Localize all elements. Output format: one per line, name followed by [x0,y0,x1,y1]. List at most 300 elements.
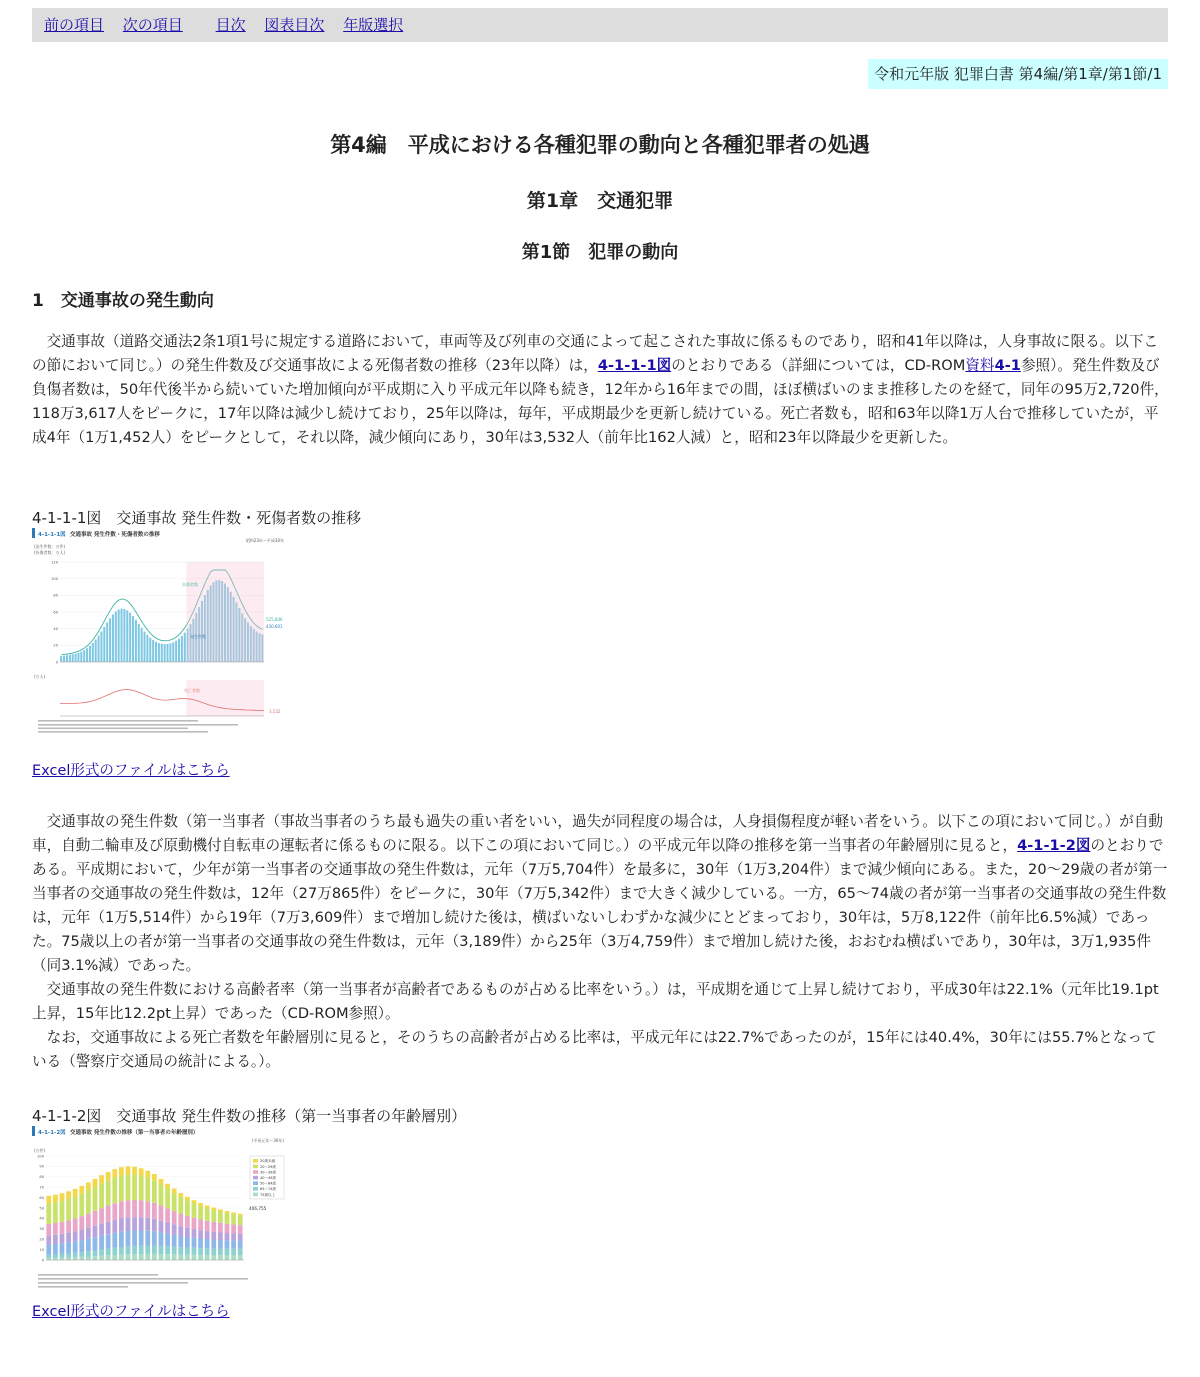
figure-2-bar-segment [73,1189,78,1197]
figure-1-bar [109,618,111,662]
figure-2-bar-segment [86,1239,91,1252]
figure-2-bar-segment [152,1203,157,1219]
figure-2-bar-segment [139,1230,144,1245]
figure-2-bar-segment [132,1217,137,1230]
figure-2-bar-segment [46,1236,51,1245]
figure-1-bar [100,631,102,662]
figure-2-plot [37,1154,244,1262]
figure-1-header-mark [32,528,35,538]
figure-1-bar [164,644,166,662]
figure-2-bar-segment [132,1167,137,1175]
figure-2-bar-segment [53,1202,58,1223]
figure-2-bar-segment [119,1219,124,1232]
figure-2-bar-segment [99,1236,104,1250]
figure-2-bar-segment [106,1206,111,1222]
figure-2-bar-segment [185,1216,190,1228]
figure-1-y-tick: 20 [53,643,58,648]
figure-2-bar-segment [145,1171,150,1178]
figure-2-bar-segment [172,1189,177,1194]
figure-2-title: 4-1-1-2図 交通事故 発生件数の推移（第一当事者の年齢層別） [32,1107,467,1125]
figure-2-bar-segment [46,1255,51,1258]
figure-2-bar-segment [198,1203,203,1206]
figure-4-1-1-1-link[interactable]: 4-1-1-1図 [597,357,672,374]
figure-1-bar [115,611,117,662]
figure-2-excel-link[interactable]: Excel形式のファイルはこちら [32,1304,230,1320]
figure-2-bar-segment [165,1189,170,1208]
figure-1-bar [75,654,77,662]
figure-2-bar-segment [225,1233,230,1240]
figure-2-bar-segment [112,1203,117,1220]
figure-2-bar-segment [99,1208,104,1224]
figure-2-bar-segment [225,1240,230,1248]
figure-1-bar [89,646,91,662]
figure-2-bar-segment [53,1235,58,1244]
figure-2-bar-segment [106,1172,111,1180]
figure-1-series-deaths: 死亡者数 [184,688,200,693]
figure-2-y-tick: 20 [39,1237,44,1242]
figure-2-bar-segment [79,1252,84,1257]
figure-2-y-tick: 10 [39,1247,44,1252]
figure-2-bar-segment [60,1222,65,1234]
figure-2-y-tick: 50 [39,1206,44,1211]
figure-1-period: 昭和23年〜平成30年 [245,538,284,543]
section-title: 第1節 犯罪の動向 [521,242,679,263]
figure-2-bar-segment [178,1197,183,1214]
figure-2-bar-segment [185,1237,190,1248]
figure-1-value-cases: 430,601 [266,624,283,629]
figure-1-bar [169,643,171,662]
figure-1-excel-link[interactable]: Excel形式のファイルはこちら [32,763,230,779]
figure-2-bar-segment [86,1214,91,1228]
figure-2-bar-segment [218,1232,223,1239]
figure-1-bar [63,656,65,662]
figure-2-bar-segment [46,1196,51,1204]
figure-2-bar-segment [119,1175,124,1201]
figure-2-bar-segment [93,1237,98,1250]
figure-2-bar-segment [126,1246,131,1254]
figure-2-unit: (万件) [34,1148,46,1153]
figure-2-bar-segment [86,1257,91,1260]
figure-2-y-tick: 90 [39,1164,44,1169]
figure-2-bar-segment [73,1197,78,1219]
figure-2-bar-segment [60,1258,65,1260]
figure-2-y-tick: 40 [39,1216,44,1221]
figure-2-bar-segment [99,1256,104,1260]
figure-2-legend-label: 20〜29歳 [260,1164,276,1169]
figure-2-bar-segment [79,1230,84,1240]
figure-2-bar-segment [126,1231,131,1246]
subsection-title: 1 交通事故の発生動向 [32,291,214,311]
figure-1-bar [95,640,97,662]
figure-2-bar-segment [66,1220,71,1232]
figure-2-bar-segment [132,1246,137,1254]
figure-toc-link[interactable]: 図表目次 [264,16,325,34]
figure-2-bar-segment [106,1255,111,1260]
figure-2-bar-segment [139,1217,144,1230]
figure-2-bar-segment [60,1254,65,1258]
figure-2-bar-segment [218,1240,223,1249]
paragraph-1-text-b: のとおりである（詳細については，CD-ROM [671,357,966,374]
figure-2-bar-segment [112,1177,117,1203]
figure-2-bar-segment [198,1219,203,1230]
paragraph-4: なお，交通事故による死亡者数を年齢層別に見ると，そのうちの高齢者が占める比率は，平成元年には22.7%であったのが，15年には40.4%，30年には55.7%となっている（警察庁交通局の統計による。）。 [32,1029,1157,1070]
figure-1-bar [167,644,169,662]
figure-2-bar-segment [79,1257,84,1260]
figure-2-bar-segment [152,1231,157,1245]
figure-2-bar-segment [93,1179,98,1187]
figure-2-bar-segment [119,1201,124,1218]
figure-1-y-tick: 0 [55,660,58,665]
figure-2-header-mark [32,1126,35,1136]
figure-2-y-tick: 60 [39,1195,44,1200]
figure-2-bar-segment [86,1190,91,1213]
paragraph-1-text-c: 参照）。発生件数及び負傷者数は，50年代後半から続いていた増加傾向が平成期に入り平成元年以降も続き，12年から16年までの間，ほぼ横ばいのまま推移したのを経て，同年の95万2,720件，118万3,617人をピークに，17年以降は減少し続けており，25年以降は，毎年，平成期最少を更新し続けている。死亡者数も，昭和63年以降1万人台で推移していたが，平成4年（1万1,452人）をピークとして，それ以降，減少傾向にあり，30年は3,532人（前年比162人減）と，昭和23年以降最少を更新した。 [32,357,1169,446]
figure-1-unit-cases: (発生件数：万件) [34,544,66,549]
figure-2-bar-segment [106,1222,111,1235]
figure-2-bar-segment [185,1197,190,1201]
appendix-4-1-link[interactable]: 4-1 [994,357,1021,374]
figure-2-bar-segment [106,1180,111,1205]
figure-2-bar-segment [159,1179,164,1185]
figure-2-bar-segment [53,1258,58,1260]
figure-2-y-tick: 80 [39,1175,44,1180]
figure-2-bar-segment [93,1250,98,1256]
figure-2-bar-segment [152,1246,157,1254]
figure-2-bar-segment [139,1254,144,1260]
edition-select-link[interactable]: 年版選択 [343,16,404,34]
figure-2-y-tick: 0 [41,1258,44,1263]
figure-2-legend [250,1156,284,1199]
figure-2-bar-segment [106,1249,111,1256]
figure-1-bar [66,655,68,662]
figure-2-legend-label: 65〜74歳 [260,1187,276,1192]
figure-2-bar-segment [238,1234,243,1241]
figure-1-bar [138,624,140,662]
figure-1-value-injured: 525,846 [266,617,283,622]
figure-1-image[interactable] [32,528,287,736]
figure-2-bar-segment [192,1229,197,1238]
figure-2-bar-segment [66,1253,71,1257]
paragraph-1 [32,330,1170,450]
top-navigation [32,8,1168,42]
figure-2-bar-segment [60,1243,65,1254]
figure-2-bar-segment [178,1193,183,1197]
figure-2-bar-segment [145,1231,150,1246]
figure-2-bar-segment [198,1230,203,1238]
figure-2-bar-segment [46,1203,51,1224]
figure-2-bar-segment [73,1253,78,1257]
figure-2-bar-segment [231,1249,236,1255]
figure-2-bar-segment [73,1231,78,1241]
figure-2-bar-segment [211,1208,216,1210]
figure-2-bar-segment [53,1223,58,1235]
figure-2-bar-segment [205,1231,210,1239]
toc-link[interactable]: 目次 [215,16,246,34]
figure-2-bar-segment [211,1248,216,1255]
figure-2-bar-segment [165,1223,170,1234]
figure-2-bar-segment [126,1218,131,1231]
figure-1-bar [60,656,62,662]
figure-2-bar-segment [159,1232,164,1245]
figure-1-y-tick: 100 [51,576,58,581]
figure-2-bar-segment [178,1214,183,1227]
figure-2-bar-segment [126,1174,131,1200]
figure-1-bar [181,636,183,662]
figure-2-legend-swatch [253,1159,258,1163]
figure-2-bar-segment [73,1218,78,1231]
figure-2-bar-segment [178,1226,183,1236]
figure-2-bar-segment [165,1246,170,1254]
figure-2-bar-segment [198,1255,203,1260]
figure-2-bar-segment [119,1247,124,1255]
chapter-title: 第1章 交通犯罪 [526,190,674,212]
figure-2-legend-label: 50〜64歳 [260,1181,276,1186]
figure-1-bar [77,653,79,662]
figure-1-bar [106,622,108,662]
figure-1-title: 4-1-1-1図 交通事故 発生件数・死傷者数の推移 [32,509,362,527]
figure-2-bar-segment [66,1242,71,1253]
figure-2-bar-segment [165,1184,170,1189]
figure-2-bar-segment [119,1255,124,1260]
figure-2-bar-segment [99,1224,104,1236]
figure-2-bar-segment [192,1218,197,1229]
figure-2-bar-segment [172,1193,177,1211]
figure-2-bar-segment [205,1208,210,1221]
figure-2-bar-segment [218,1211,223,1222]
figure-2-bar-segment [192,1238,197,1248]
figure-2-bar-segment [178,1247,183,1254]
figure-2-bar-segment [145,1245,150,1253]
figure-2-bar-segment [211,1232,216,1240]
figure-2-period: (平成元年〜30年) [251,1138,284,1143]
figure-2-bar-segment [93,1187,98,1211]
figure-2-bar-segment [231,1214,236,1224]
figure-2-bar-segment [172,1211,177,1224]
figure-1-bar [118,609,120,662]
figure-1-bar [155,642,157,662]
figure-2-bar-segment [66,1191,71,1199]
figure-1-series-cases: 発生件数 [190,634,206,639]
figure-2-bar-segment [66,1199,71,1220]
figure-1-bar [80,652,82,662]
figure-2-bar-segment [126,1254,131,1260]
figure-2-bar-segment [192,1248,197,1255]
figure-1-bar [126,610,128,662]
figure-2-bar-segment [152,1174,157,1180]
figure-1-bar [172,642,174,662]
figure-2-bar-segment [132,1200,137,1217]
figure-2-bar-segment [225,1249,230,1255]
figure-1-heisei-band [186,562,264,662]
figure-2-bar-segment [112,1220,117,1233]
figure-2-bar-segment [145,1201,150,1218]
figure-2-bar-segment [86,1251,91,1256]
figure-2-bar-segment [172,1254,177,1260]
figure-2-bar-segment [218,1209,223,1211]
figure-2-bar-segment [218,1249,223,1256]
figure-2-bar-segment [152,1254,157,1260]
figure-2-bar-segment [79,1240,84,1252]
appendix-link-prefix[interactable]: 資料 [965,357,995,374]
figure-2-y-tick: 70 [39,1185,44,1190]
figure-2-total: 406,755 [249,1206,267,1211]
figure-2-bar-segment [66,1257,71,1260]
figure-2-bar-segment [99,1175,104,1183]
figure-2-bar-segment [132,1174,137,1199]
figure-2-bar-segment [93,1226,98,1238]
figure-1-bar [184,633,186,662]
figure-2-bar-segment [86,1183,91,1191]
figure-2-bar-segment [185,1200,190,1215]
figure-1-value-deaths: 3,532 [269,709,281,714]
figure-2-legend-swatch [253,1187,258,1191]
figure-2-bar-segment [139,1246,144,1254]
figure-2-bar-segment [79,1216,84,1229]
figure-2-legend-label: 20歳未満 [260,1159,275,1164]
paragraph-2 [32,810,1170,978]
figure-2-bar-segment [205,1239,210,1248]
figure-2-bar-segment [211,1240,216,1249]
figure-2-bar-segment [211,1255,216,1260]
breadcrumb: 令和元年版 犯罪白書 第4編/第1章/第1節/1 [868,59,1168,89]
figure-1-bar [135,620,137,662]
figure-2-bar-segment [139,1168,144,1175]
figure-2-bar-segment [112,1169,117,1177]
figure-2-bar-segment [238,1255,243,1260]
figure-1-bar [69,655,71,662]
figure-2-bar-segment [60,1201,65,1222]
figure-2-bar-segment [198,1239,203,1249]
figure-2-bar-segment [145,1218,150,1231]
figure-2-bar-segment [79,1194,84,1216]
figure-2-bar-segment [86,1228,91,1239]
figure-2-bar-segment [238,1241,243,1249]
figure-2-bar-segment [211,1210,216,1222]
figure-1-bar [123,609,125,662]
figure-2-bar-segment [53,1254,58,1257]
figure-2-legend-swatch [253,1176,258,1180]
figure-2-bar-segment [172,1247,177,1255]
figure-2-bar-segment [73,1257,78,1260]
paragraph-2-text-a: 交通事故の発生件数（第一当事者（事故当事者のうち最も過失の重い者をいい，過失が同程度の場合は，人身損傷程度が軽い者をいう。以下この項において同じ。）が自動車，自動二輪車及び原動機付自転車の運転者に係るものに限る。以下この項において同じ。）の平成元年以降の推移を第一当事者の年齢層別に見ると， [32,813,1164,854]
figure-1-unit-deaths: (万人) [34,674,46,679]
figure-1-bar [92,643,94,662]
figure-1-bar [72,654,74,662]
figure-2-legend-swatch [253,1170,258,1174]
figure-2-bar-segment [198,1248,203,1255]
figure-1-bar [175,641,177,662]
figure-4-1-1-2-link[interactable]: 4-1-1-2図 [1017,837,1091,854]
figure-2-bar-segment [218,1255,223,1260]
figure-2-bar-segment [159,1221,164,1233]
figure-2-bar-segment [132,1254,137,1260]
figure-1-bar [112,614,114,662]
figure-1-bar [149,638,151,662]
figure-1-header-title: 交通事故 発生件数・死傷者数の推移 [70,532,160,538]
figure-2-bar-segment [165,1254,170,1260]
figure-2-bar-segment [178,1236,183,1247]
figure-2-bar-segment [132,1231,137,1246]
figure-2-bar-segment [165,1234,170,1247]
paragraph-2-text-b: のとおりである。平成期において，少年が第一当事者の交通事故の発生件数は，元年（7万5,704件）を最多に，30年（1万3,204件）まで減少傾向にある。また，20〜29歳の者が第一当事者の交通事故の発生件数は，12年（27万865件）をピークに，30年（7万5,342件）まで大きく減少している。一方，65〜74歳の者が第一当事者の交通事故の発生件数は，元年（1万5,514件）から19年（7万3,609件）まで増加し続けた後は，横ばいないしわずかな減少にとどまっており，30年は，5万8,122件（前年比6.5%減）であった。75歳以上の者が第一当事者の交通事故の発生件数は，元年（3,189件）から25年（3万4,759件）まで増加し続けた後，おおむね横ばいであり，30年は，3万1,935件（同3.1%減）であった。 [32,837,1168,974]
figure-2-bar-segment [152,1180,157,1203]
figure-2-bar-segment [152,1219,157,1231]
paragraph-1-text-a: 交通事故（道路交通法2条1項1号に規定する道路において，車両等及び列車の交通によって起こされた事故に係るものであり，昭和41年以降は，人身事故に限る。以下この節において同じ。）の発生件数及び交通事故による死傷者数の推移（23年以降）は， [32,333,1159,374]
figure-2-bar-segment [126,1166,131,1174]
figure-2-header-label: 4-1-1-2図 [38,1130,66,1136]
figure-2-bar-segment [225,1224,230,1233]
figure-2-bar-segment [66,1233,71,1243]
figure-2-y-tick: 30 [39,1227,44,1232]
figure-2-bar-segment [172,1235,177,1247]
figure-2-bar-segment [218,1223,223,1233]
figure-2-bar-segment [139,1200,144,1217]
figure-2-bar-segment [46,1245,51,1255]
figure-1-series-injured: 負傷者数 [182,582,198,587]
figure-2-bar-segment [79,1186,84,1194]
figure-2-bar-segment [53,1195,58,1203]
next-item-link[interactable]: 次の項目 [122,16,183,34]
figure-1-bar [144,632,146,662]
figure-2-bar-segment [145,1178,150,1202]
figure-2-bar-segment [145,1254,150,1260]
part-title: 第4編 平成における各種犯罪の動向と各種犯罪者の処遇 [330,133,870,157]
figure-2-image[interactable] [32,1126,287,1292]
figure-2-bar-segment [231,1224,236,1233]
figure-2-bar-segment [238,1249,243,1255]
figure-2-bar-segment [172,1224,177,1234]
figure-2-notes [38,1274,248,1288]
figure-1-header-label: 4-1-1-1図 [38,532,66,538]
figure-2-bar-segment [60,1193,65,1201]
figure-2-legend-swatch [253,1181,258,1185]
figure-1-chart [32,528,287,736]
prev-item-link[interactable]: 前の項目 [44,16,105,34]
figure-1-y-tick: 80 [53,593,58,598]
figure-1-bar [141,628,143,662]
figure-2-bar-segment [159,1246,164,1254]
figure-2-bar-segment [205,1255,210,1260]
figure-2-bar-segment [192,1200,197,1203]
figure-1-bar [158,643,160,662]
figure-2-bar-segment [159,1185,164,1206]
figure-2-bar-segment [205,1206,210,1209]
figure-2-bar-segment [225,1213,230,1224]
figure-2-legend-label: 75歳以上 [260,1192,275,1197]
figure-1-y-tick: 60 [53,610,58,615]
figure-2-bar-segment [93,1256,98,1260]
figure-1-bar [129,613,131,662]
paragraph-3: 交通事故の発生件数における高齢者率（第一当事者が高齢者であるものが占める比率をいう。）は，平成期を通じて上昇し続けており，平成30年は22.1%（元年比19.1pt上昇，15年比12.2pt上昇）であった（CD-ROM参照）。 [32,981,1159,1022]
figure-2-bar-segment [60,1234,65,1243]
figure-1-bar [86,648,88,662]
figure-2-y-tick: 100 [37,1154,44,1159]
figure-1-deaths-plot [60,680,264,716]
figure-2-bar-segment [185,1228,190,1237]
figure-2-bar-segment [205,1248,210,1255]
figure-1-unit-injured: (負傷者数：万人) [34,550,66,555]
figure-2-bar-segment [231,1212,236,1214]
figure-2-bar-segment [99,1183,104,1208]
figure-1-bar [146,635,148,662]
figure-2-bar-segment [198,1206,203,1219]
figure-2-bar-segment [231,1234,236,1241]
figure-2-bar-segment [126,1200,131,1217]
figure-2-bar-segment [231,1241,236,1249]
figure-1-bar [98,636,100,662]
figure-1-y-tick: 120 [51,560,58,565]
figure-1-notes [38,720,238,733]
